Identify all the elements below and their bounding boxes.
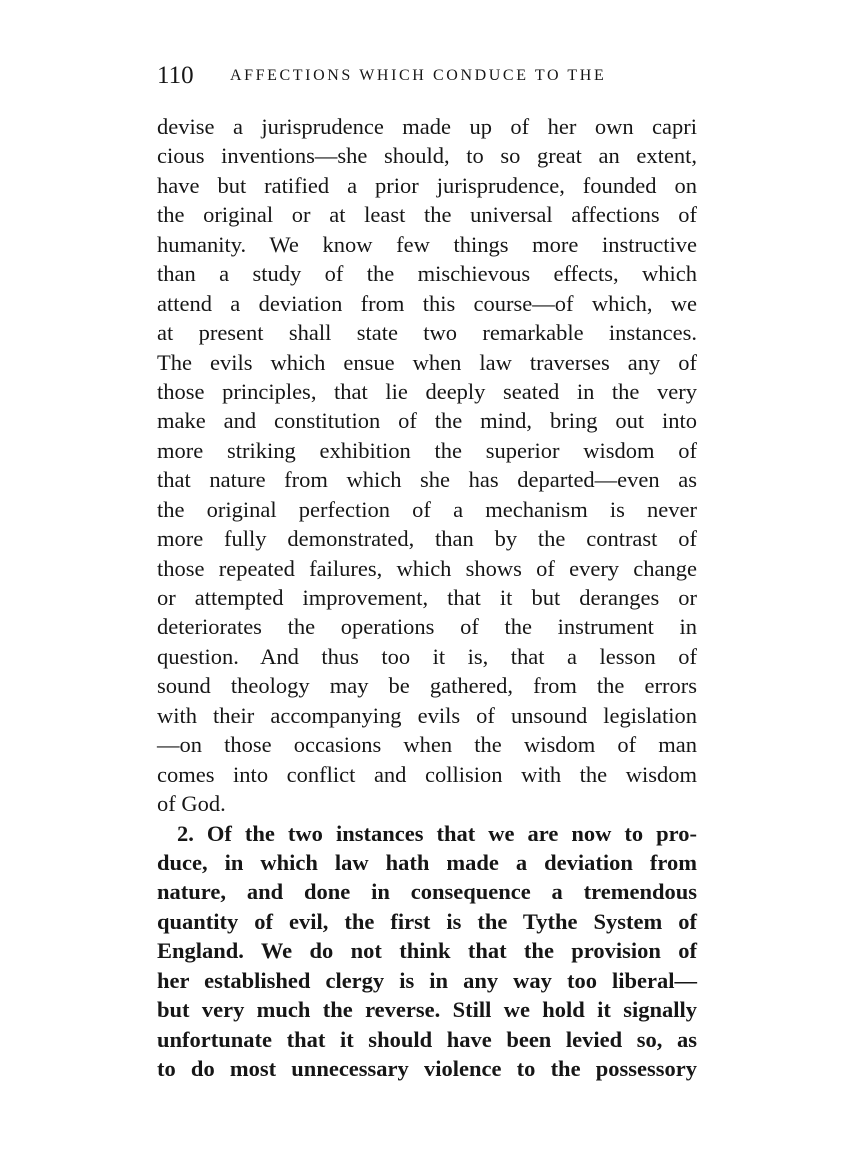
- text-line: deteriorates the operations of the instrument in: [157, 614, 697, 640]
- text-line: duce, in which law hath made a deviation from: [157, 849, 697, 875]
- running-title: AFFECTIONS WHICH CONDUCE TO THE: [230, 67, 607, 84]
- text-line: to do most unnecessary violence to the possessory: [157, 1056, 697, 1081]
- running-head: [157, 60, 697, 92]
- text-line: comes into conflict and collision with the wisdom: [157, 761, 697, 787]
- text-line: attend a deviation from this course—of which, we: [157, 290, 697, 316]
- text-line: those repeated failures, which shows of every change: [157, 555, 697, 581]
- text-line: cious inventions—she should, to so great an extent,: [157, 143, 697, 169]
- text-line: England. We do not think that the provision of: [157, 938, 697, 964]
- text-line: quantity of evil, the first is the Tythe System of: [157, 908, 697, 934]
- text-line: —on those occasions when the wisdom of man: [157, 732, 697, 758]
- text-line: question. And thus too it is, that a lesson of: [157, 643, 697, 669]
- text-line: the original perfection of a mechanism is never: [157, 496, 697, 522]
- text-line: humanity. We know few things more instructive: [157, 231, 697, 257]
- text-line: devise a jurisprudence made up of her own capri: [157, 114, 697, 139]
- text-line: the original or at least the universal affections of: [157, 202, 697, 228]
- text-line: nature, and done in consequence a tremendous: [157, 879, 697, 905]
- paragraph-end-line: of God.: [157, 791, 226, 817]
- text-line: her established clergy is in any way too liberal—: [157, 967, 697, 993]
- text-line: those principles, that lie deeply seated in the very: [157, 378, 697, 404]
- text-line: more striking exhibition the superior wisdom of: [157, 437, 697, 463]
- section-start-line: 2. Of the two instances that we are now to pro-: [177, 820, 697, 846]
- text-line: unfortunate that it should have been levied so, as: [157, 1026, 697, 1052]
- text-line: than a study of the mischievous effects, which: [157, 261, 697, 287]
- text-line: sound theology may be gathered, from the errors: [157, 673, 697, 699]
- text-line: with their accompanying evils of unsound legislation: [157, 702, 697, 728]
- text-line: have but ratified a prior jurisprudence, founded on: [157, 172, 697, 198]
- text-line: make and constitution of the mind, bring out into: [157, 408, 697, 434]
- text-line: The evils which ensue when law traverses any of: [157, 349, 697, 375]
- page-number: 110: [157, 62, 194, 89]
- text-line: more fully demonstrated, than by the contrast of: [157, 526, 697, 552]
- text-line: or attempted improvement, that it but deranges or: [157, 585, 697, 610]
- text-line: but very much the reverse. Still we hold it signally: [157, 997, 697, 1023]
- body-text: [157, 112, 697, 1083]
- text-line: that nature from which she has departed—even as: [157, 467, 697, 493]
- text-line: at present shall state two remarkable instances.: [157, 320, 697, 346]
